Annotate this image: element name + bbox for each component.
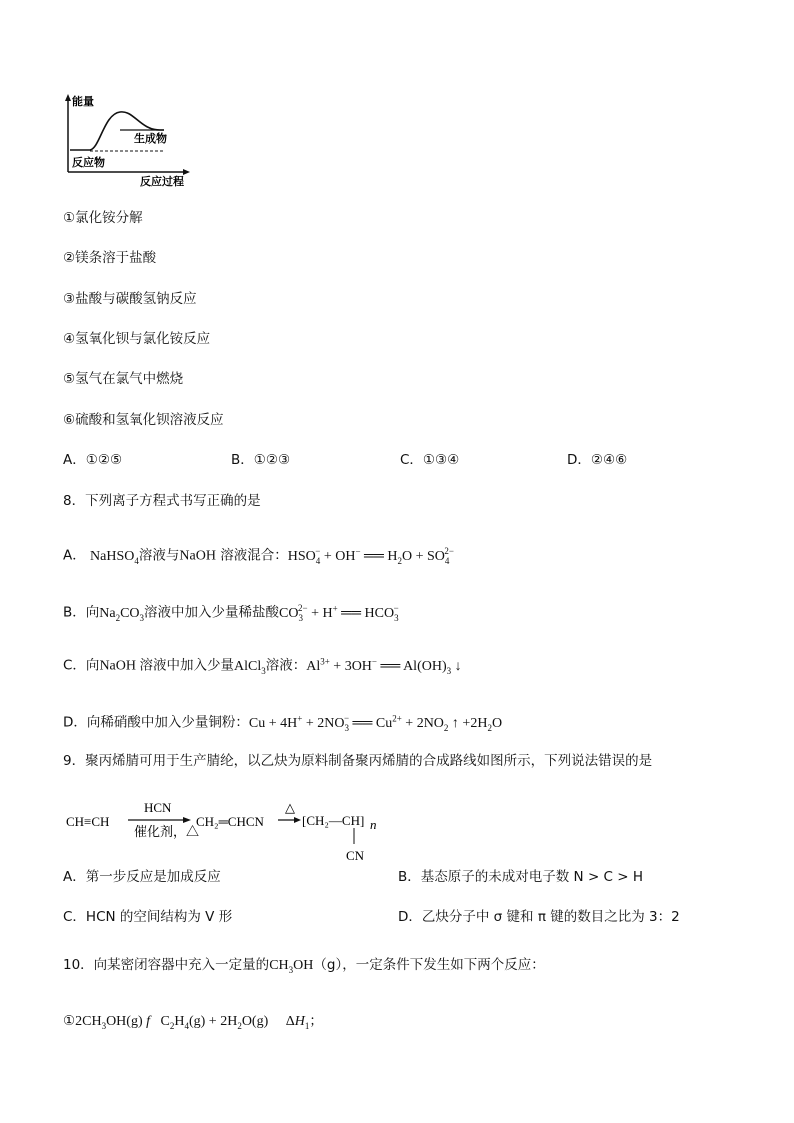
q8-c-text1: 溶液中加入少量: [139, 657, 234, 674]
q7-item-1: ①氯化铵分解: [63, 210, 143, 226]
q7-option-b: B．①②③: [231, 452, 291, 468]
scheme-polymer: [CH₂—CH]: [302, 813, 365, 828]
energy-diagram: [60, 92, 200, 188]
q10-stem-prefix: 10．向某密闭容器中充入一定量的: [63, 957, 270, 973]
y-axis-label: 能量: [72, 95, 94, 108]
q10-eq1-prefix: ①: [63, 1013, 76, 1029]
q8-stem: 8．下列离子方程式书写正确的是: [63, 493, 261, 509]
q8-option-c: C．向NaOH 溶液中加入少量AlCl$_3$溶液：$Al^{3+} + 3OH^-$ ══ $Al(OH)_3$ ↓: [63, 656, 462, 676]
y-axis-arrow: [65, 94, 71, 101]
q8-option-a: A． NaHSO$_4$溶液与NaOH 溶液混合：$HSO_4^- + OH^-$ ══ $H_2O + SO_4^{2-}$: [63, 546, 454, 566]
scheme-arrow-2-head: [294, 817, 301, 823]
q8-a-prefix: A．: [63, 547, 86, 564]
q8-b-prefix: B．向: [63, 604, 100, 621]
q8-b-text1: 溶液中加入少量稀盐酸: [144, 604, 280, 621]
q7-option-c: C．①③④: [400, 452, 460, 468]
q9-synthesis-scheme: [64, 796, 384, 872]
q8-d-prefix: D．向稀硝酸中加入少量铜粉：: [63, 714, 249, 731]
scheme-heat: △: [285, 800, 295, 815]
q9-option-c: C．HCN 的空间结构为 V 形: [63, 909, 233, 925]
product-label: 生成物: [134, 132, 167, 145]
q7-item-3: ③盐酸与碳酸氢钠反应: [63, 291, 197, 307]
scheme-intermediate: CH₂═CHCN: [196, 814, 264, 829]
q7-option-d: D．②④⑥: [567, 452, 628, 468]
scheme-polymer-cn: CN: [346, 848, 365, 863]
q8-a-text2: 溶液混合：: [220, 547, 288, 564]
reactant-label: 反应物: [72, 156, 105, 169]
q10-stem-suffix: （g），一定条件下发生如下两个反应：: [313, 957, 545, 973]
q8-c-prefix: C．向: [63, 657, 100, 674]
q9-option-a: A．第一步反应是加成反应: [63, 869, 221, 885]
q7-option-a: A．①②⑤: [63, 452, 123, 468]
scheme-reagent-top: HCN: [144, 800, 172, 815]
q8-option-b: B．向$Na_2CO_3$溶液中加入少量稀盐酸$CO_3^{2-} + H^+$ ══ $HCO_3^-$: [63, 603, 399, 623]
q10-stem: 10．向某密闭容器中充入一定量的$CH_3OH(g)$，一定条件下发生如下两个反应：: [63, 957, 545, 975]
q8-option-d: D．向稀硝酸中加入少量铜粉：$Cu + 4H^+ + 2NO_3^-$ ══ $Cu^{2+} + 2NO_2$ ↑ $+2H_2O$: [63, 713, 503, 733]
q8-c-text2: 溶液：: [265, 657, 307, 674]
q7-item-6: ⑥硫酸和氢氧化钡溶液反应: [63, 412, 224, 428]
scheme-reagent-bottom: 催化剂，△: [134, 824, 200, 839]
q10-equation-1: $①2CH_3OH(g)$ f $C_2H_4(g) + 2H_2O(g)$ $\Delta H_1$；: [63, 1013, 323, 1031]
q7-item-5: ⑤氢气在氯气中燃烧: [63, 371, 184, 387]
q8-a-text1: 溶液与: [138, 547, 180, 564]
q7-item-2: ②镁条溶于盐酸: [63, 250, 157, 266]
scheme-polymer-n: n: [370, 817, 377, 832]
x-axis-arrow: [183, 169, 190, 175]
q9-option-d: D．乙炔分子中 σ 键和 π 键的数目之比为 3：2: [398, 909, 680, 925]
q10-eq1-tail: ；: [309, 1013, 323, 1029]
q9-option-b: B．基态原子的未成对电子数 N > C > H: [398, 869, 644, 885]
q9-stem: 9．聚丙烯腈可用于生产腈纶，以乙炔为原料制备聚丙烯腈的合成路线如图所示，下列说法错误的是: [63, 753, 653, 769]
scheme-arrow-1-head: [183, 817, 191, 823]
x-axis-label: 反应过程: [140, 175, 184, 188]
q7-item-4: ④氢氧化钡与氯化铵反应: [63, 331, 211, 347]
scheme-start: CH≡CH: [66, 814, 110, 829]
